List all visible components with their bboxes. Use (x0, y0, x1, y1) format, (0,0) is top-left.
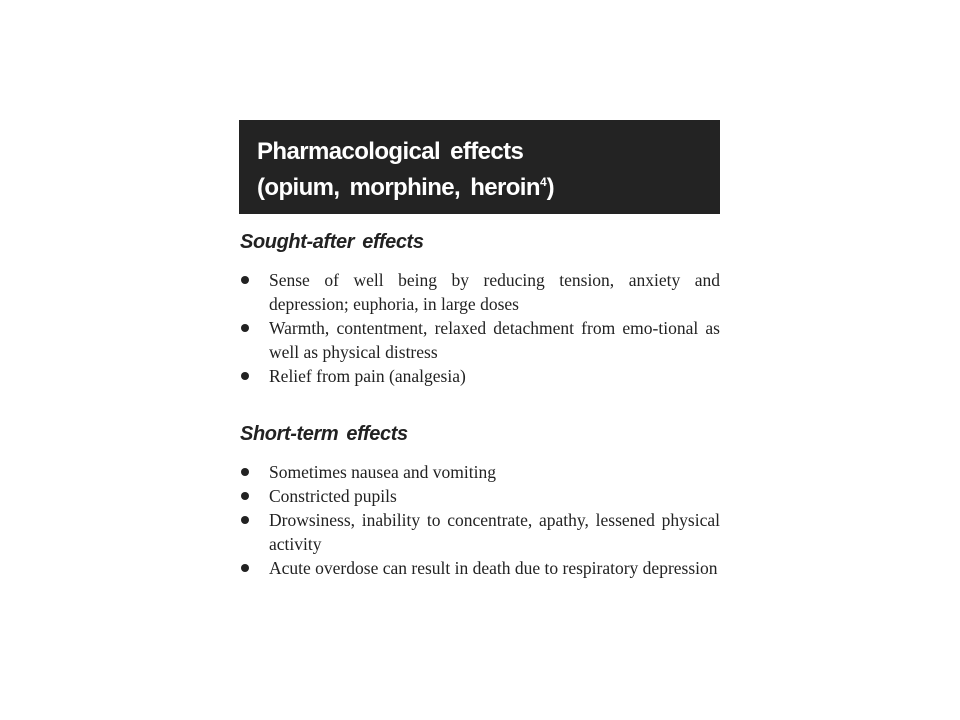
title-close-paren: ) (546, 174, 555, 201)
title-line-2-text: (opium, morphine, heroin (257, 174, 540, 201)
title-line-1: Pharmacological effects (257, 138, 524, 165)
short-term-list (240, 460, 720, 580)
list-item-text: Drowsiness, inability to concentrate, apathy, lessened physical activity (269, 510, 720, 554)
title-banner (239, 120, 720, 214)
section-sought-after-effects (240, 228, 720, 388)
bullet-icon (241, 564, 249, 572)
section-heading-short-term: Short-term effects (240, 423, 408, 445)
list-item-text: Sometimes nausea and vomiting (269, 462, 496, 482)
bullet-icon (241, 516, 249, 524)
list-item-text: Sense of well being by reducing tension, anxiety and depression; euphoria, in large doses (269, 270, 720, 314)
list-item-text: Acute overdose can result in death due to respiratory depression (269, 558, 718, 578)
list-item (240, 364, 720, 388)
list-item (240, 460, 720, 484)
bullet-icon (241, 324, 249, 332)
list-item-text: Warmth, contentment, relaxed detachment from emo-tional as well as physical distress (269, 318, 720, 362)
title-footnote-marker: 4 (539, 175, 547, 189)
list-item (240, 508, 720, 556)
section-heading-sought-after: Sought-after effects (240, 231, 424, 253)
bullet-icon (241, 276, 249, 284)
bullet-icon (241, 492, 249, 500)
bullet-icon (241, 372, 249, 380)
list-item-text: Relief from pain (analgesia) (269, 366, 466, 386)
list-item (240, 556, 720, 580)
list-item (240, 316, 720, 364)
section-short-term-effects (240, 420, 720, 580)
bullet-icon (241, 468, 249, 476)
sought-after-list (240, 268, 720, 388)
list-item (240, 268, 720, 316)
list-item-text: Constricted pupils (269, 486, 397, 506)
list-item (240, 484, 720, 508)
title-line-2 (257, 170, 720, 206)
